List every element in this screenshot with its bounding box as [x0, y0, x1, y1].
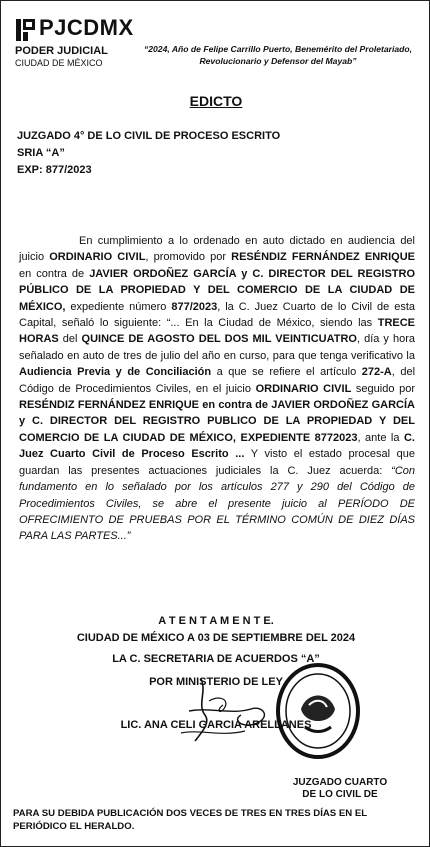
body-text: , ante la [357, 431, 404, 444]
logo-line-1: PODER JUDICIAL [15, 45, 108, 57]
body-text: expediente número [65, 300, 172, 313]
body-italic: “Con fundamento en lo señalado por los artículos 277 y 290 del Código de Procedimientos Civiles, se abre el presente juicio al PERÍODO DE OFRECIMIENTO DE PRUEBAS POR EL TÉRMINO COMÚN DE DIEZ DÍAS PARA LAS PARTES...” [19, 464, 415, 543]
pjcdmx-mark-icon [15, 17, 37, 43]
edict-body [19, 233, 415, 545]
logo-line-2: CIUDAD DE MÉXICO [15, 58, 103, 68]
case-meta [17, 128, 280, 179]
signer-role: LA C. SECRETARIA DE ACUERDOS “A” [112, 653, 320, 665]
body-bold: ORDINARIO CIVIL [49, 251, 146, 264]
place-date: CIUDAD DE MÉXICO A 03 DE SEPTIEMBRE DEL 2024 [76, 632, 356, 644]
case-number: EXP: 877/2023 [17, 164, 92, 176]
logo-brand: PJCDMX [39, 15, 134, 40]
publication-note: PARA SU DEBIDA PUBLICACIÓN DOS VECES DE TRES EN TRES DÍAS EN EL PERIÓDICO EL HERALDO. [13, 808, 367, 832]
body-bold: TRECE HORAS [19, 317, 415, 346]
body-bold: ORDINARIO CIVIL [255, 382, 352, 395]
body-text: , la C. Juez Cuarto de lo Civil de esta Capital, señaló lo siguiente: “... En la Ciudad de México, siendo las [19, 300, 415, 330]
body-bold: JAVIER ORDOÑEZ GARCÍA y C. DIRECTOR DEL REGISTRO PÚBLICO DE LA PROPIEDAD Y DEL COMERCIO DE LA CIUDAD DE MÉXICO, [19, 267, 416, 313]
body-bold: 877/2023 [171, 300, 218, 313]
body-text: En cumplimiento a lo ordenado en auto dictado en audiencia del juicio [19, 235, 415, 264]
body-text: , promovido por [145, 251, 232, 264]
signer-por: POR MINISTERIO DE LEY [149, 676, 283, 688]
secretary: SRIA “A” [17, 147, 65, 159]
court-seal-icon [273, 661, 363, 769]
document-title: EDICTO [189, 93, 243, 109]
body-text: Y visto el estado procesal que guardan las presentes actuaciones judiciales la C. Juez acuerda: [19, 448, 415, 477]
body-bold: RESÉNDIZ FERNÁNDEZ ENRIQUE [231, 251, 416, 264]
body-text: en contra de [19, 267, 90, 280]
header [7, 11, 425, 81]
closing: A T E N T A M E N T E. [158, 615, 274, 627]
body-bold: QUINCE DE AGOSTO DEL DOS MIL VEINTICUATRO [81, 333, 357, 346]
body-text: , día y hora señalado en auto de tres de julio del año en curso, para que tenga verificativo la [19, 333, 415, 362]
body-text: seguido por [351, 382, 415, 395]
body-bold: RESÉNDIZ FERNÁNDEZ ENRIQUE en contra de JAVIER ORDOÑEZ GARCÍA y C. DIRECTOR DEL REGISTRO PUBLICO DE LA PROPIEDAD Y DEL COMERCIO DE LA CIUDAD DE MÉXICO, EXPEDIENTE 8772023 [19, 399, 415, 444]
court-name: JUZGADO 4° DE LO CIVIL DE PROCESO ESCRITO [17, 130, 281, 142]
signer-name: LIC. ANA CELI GARCIA ARELLANES [120, 719, 312, 731]
body-bold: Audiencia Previa y de Conciliación [19, 366, 212, 379]
stamp-line-1: JUZGADO CUARTO [292, 777, 388, 788]
body-bold: 272-A [361, 366, 392, 379]
body-text: , del Código de Procedimientos Civiles, en el juicio [19, 366, 416, 395]
pjcdmx-logo [15, 15, 134, 75]
body-text: a que se refiere el artículo [211, 366, 362, 379]
year-note: “2024, Año de Felipe Carrillo Puerto, Benemérito del Proletariado, Revolucionario y Defensor del Mayab” [143, 44, 413, 66]
stamp-line-2: DE LO CIVIL DE [302, 789, 378, 800]
court-stamp [285, 777, 395, 801]
body-text: del [58, 333, 82, 346]
body-bold: C. Juez Cuarto Civil de Proceso Escrito ... [19, 431, 415, 461]
